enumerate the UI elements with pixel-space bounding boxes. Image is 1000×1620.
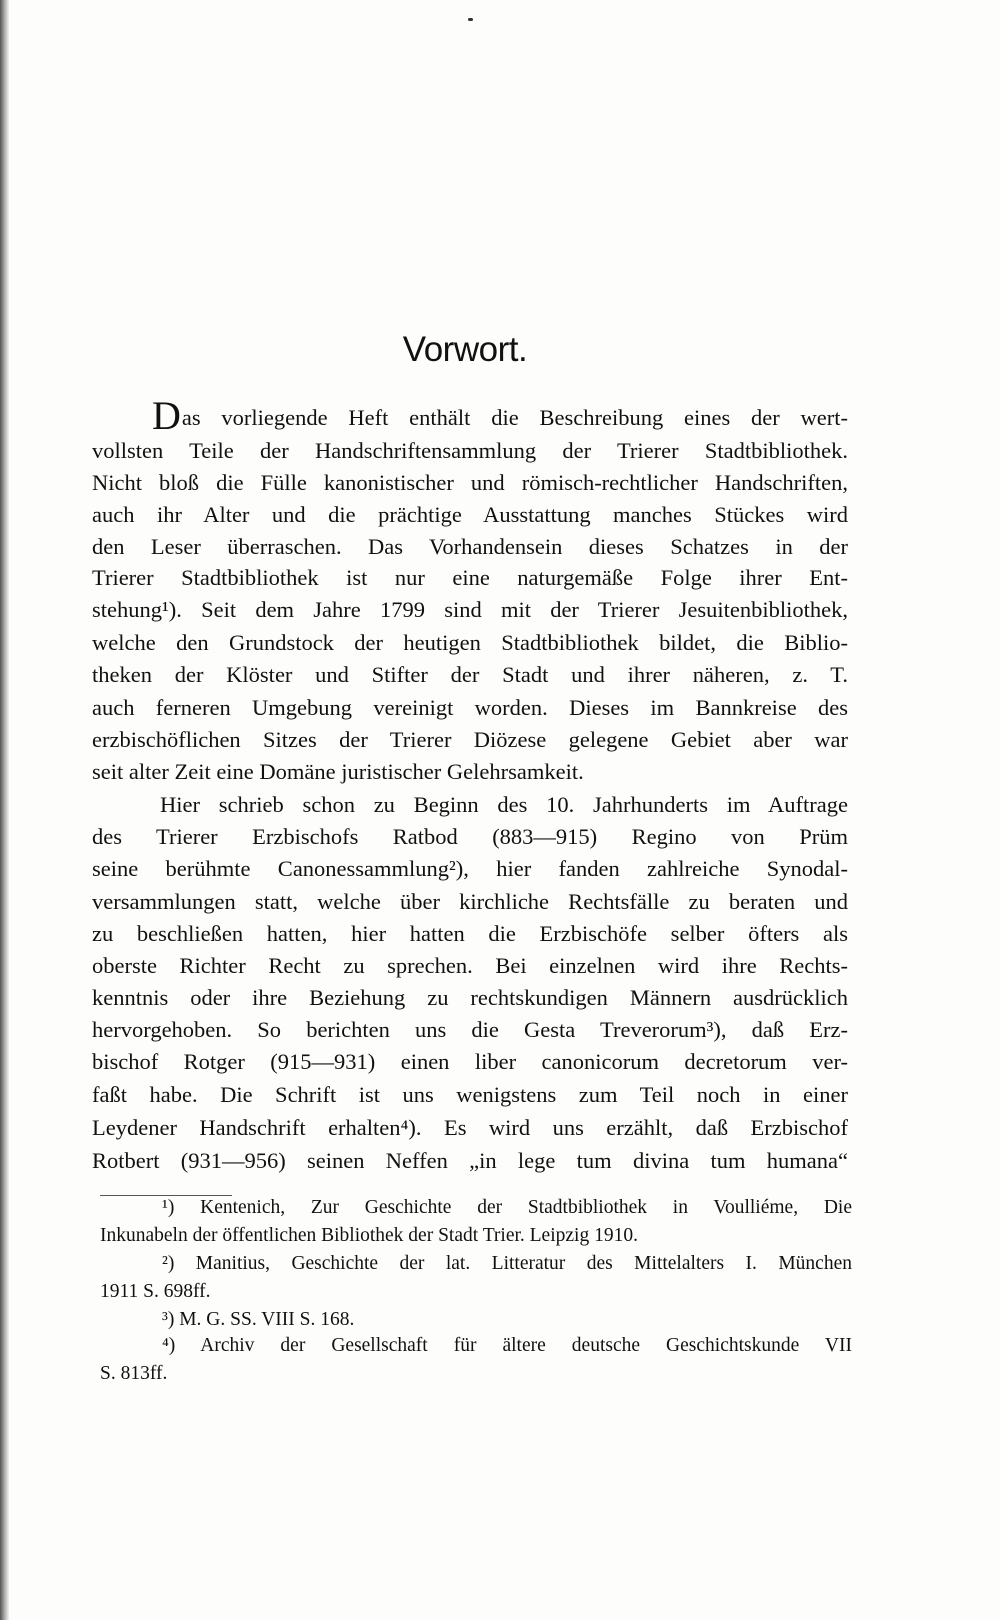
body-line: den Leser überraschen. Das Vorhandensein dieses Schatzes in der bbox=[92, 534, 848, 559]
footnote-line: ¹) Kentenich, Zur Geschichte der Stadtbibliothek in Voulliéme, Die bbox=[162, 1197, 852, 1218]
body-line: auch ferneren Umgebung vereinigt worden. Dieses im Bannkreise des bbox=[92, 695, 848, 720]
body-line: hervorgehoben. So berichten uns die Gesta Treverorum³), daß Erz- bbox=[92, 1017, 848, 1042]
footnote-line: Inkunabeln der öffentlichen Bibliothek der Stadt Trier. Leipzig 1910. bbox=[100, 1225, 638, 1246]
body-line: faßt habe. Die Schrift ist uns wenigstens zum Teil noch in einer bbox=[92, 1082, 848, 1107]
footnote-line: 1911 S. 698ff. bbox=[100, 1281, 211, 1302]
footnote-line: ³) M. G. SS. VIII S. 168. bbox=[162, 1309, 355, 1330]
body-line: kenntnis oder ihre Beziehung zu rechtskundigen Männern ausdrücklich bbox=[92, 985, 848, 1010]
footnote-line: S. 813ff. bbox=[100, 1363, 168, 1384]
body-line: oberste Richter Recht zu sprechen. Bei einzelnen wird ihre Rechts- bbox=[92, 953, 848, 978]
body-line: stehung¹). Seit dem Jahre 1799 sind mit der Trierer Jesuitenbibliothek, bbox=[92, 597, 848, 622]
footnote-line: ⁴) Archiv der Gesellschaft für ältere deutsche Geschichtskunde VII bbox=[162, 1335, 852, 1356]
body-line: Hier schrieb schon zu Beginn des 10. Jahrhunderts im Auftrage bbox=[160, 792, 848, 817]
body-line: erzbischöflichen Sitzes der Trierer Diözese gelegene Gebiet aber war bbox=[92, 727, 848, 752]
body-line: zu beschließen hatten, hier hatten die Erzbischöfe selber öfters als bbox=[92, 921, 848, 946]
body-line: seine berühmte Canonessammlung²), hier fanden zahlreiche Synodal- bbox=[92, 856, 848, 881]
body-line: welche den Grundstock der heutigen Stadtbibliothek bildet, die Biblio- bbox=[92, 630, 848, 655]
body-line: versammlungen statt, welche über kirchliche Rechtsfälle zu beraten und bbox=[92, 889, 848, 914]
body-line: auch ihr Alter und die prächtige Ausstattung manches Stückes wird bbox=[92, 502, 848, 527]
scan-speck bbox=[468, 18, 473, 21]
page-title: Vorwort. bbox=[402, 330, 528, 369]
first-line-text: as vorliegende Heft enthält die Beschreibung eines der wert- bbox=[181, 405, 848, 430]
body-line: bischof Rotger (915—931) einen liber canonicorum decretorum ver- bbox=[92, 1049, 848, 1074]
footnote-line: ²) Manitius, Geschichte der lat. Litteratur des Mittelalters I. München bbox=[162, 1253, 852, 1274]
body-line: Leydener Handschrift erhalten⁴). Es wird uns erzählt, daß Erzbischof bbox=[92, 1115, 848, 1140]
body-line: Nicht bloß die Fülle kanonistischer und römisch-rechtlicher Handschriften, bbox=[92, 470, 848, 495]
body-line: Rotbert (931—956) seinen Neffen „in lege tum divina tum humana“ bbox=[92, 1148, 848, 1173]
scan-page-edge bbox=[0, 0, 9, 1620]
body-line: des Trierer Erzbischofs Ratbod (883—915) Regino von Prüm bbox=[92, 824, 848, 849]
drop-cap: D bbox=[152, 393, 181, 438]
body-line: theken der Klöster und Stifter der Stadt und ihrer näheren, z. T. bbox=[92, 662, 848, 687]
body-line: vollsten Teile der Handschriftensammlung der Trierer Stadtbibliothek. bbox=[92, 438, 848, 463]
body-line: Trierer Stadtbibliothek ist nur eine naturgemäße Folge ihrer Ent- bbox=[92, 565, 848, 590]
body-line: seit alter Zeit eine Domäne juristischer Gelehrsamkeit. bbox=[92, 759, 584, 784]
body-line-first bbox=[152, 393, 848, 438]
